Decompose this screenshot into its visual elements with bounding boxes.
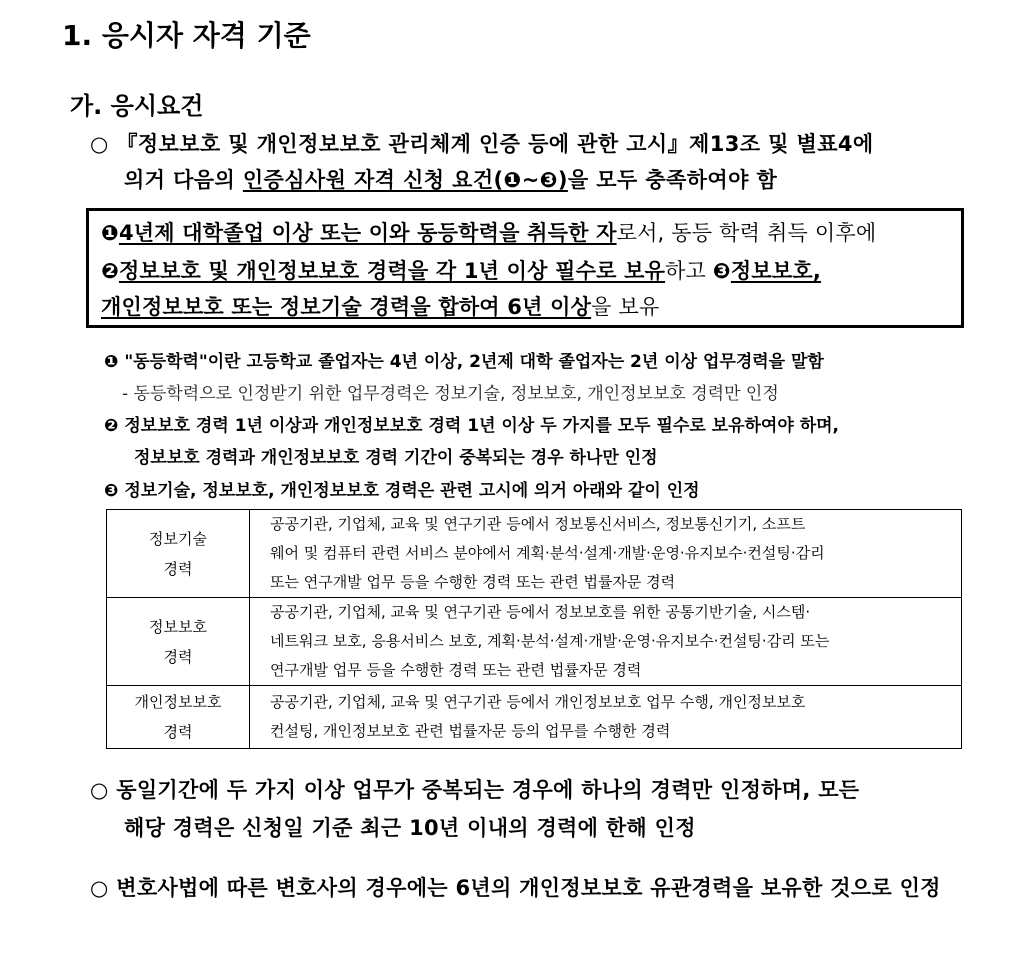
table-category-cell	[107, 598, 250, 686]
box-l1-underlined: 4년제 대학졸업 이상 또는 이와 동등학력을 취득한 자	[118, 221, 617, 245]
table-row	[107, 510, 962, 598]
circle-bullet: ○	[90, 876, 109, 900]
table-category-cell	[107, 686, 250, 749]
category-label: 경력	[163, 723, 193, 741]
intro-text-2-underlined: 인증심사원 자격 신청 요건(❶~❸)	[242, 168, 568, 192]
box-l2-mid: 하고	[665, 259, 713, 283]
note-2-text-1: 정보보호 경력 1년 이상과 개인정보보호 경력 1년 이상 두 가지를 모두 필수로 보유하여야 하며,	[124, 416, 839, 436]
box-l3-underlined: 개인정보보호 또는 정보기술 경력을 합하여 6년 이상	[101, 295, 592, 319]
description-line: 공공기관, 기업체, 교육 및 연구기관 등에서 정보보호를 위한 공통기반기술, 시스템·	[270, 603, 811, 621]
box-line-2	[101, 255, 821, 285]
table-category-cell	[107, 510, 250, 598]
note-2-mark: ❷	[104, 416, 119, 436]
intro-text-1: 『정보보호 및 개인정보보호 관리체계 인증 등에 관한 고시』제13조 및 별표4에	[116, 132, 874, 156]
description-line: 또는 연구개발 업무 등을 수행한 경력 또는 관련 법률자문 경력	[270, 573, 676, 591]
description-line: 공공기관, 기업체, 교육 및 연구기관 등에서 정보통신서비스, 정보통신기기, 소프트	[270, 515, 806, 533]
description-line: 연구개발 업무 등을 수행한 경력 또는 관련 법률자문 경력	[270, 661, 642, 679]
box-l2-underlined-2: 정보보호,	[730, 259, 822, 283]
box-l2-underlined: 정보보호 및 개인정보보호 경력을 각 1년 이상 필수로 보유	[118, 259, 666, 283]
table-description-cell	[250, 510, 962, 598]
category-label: 경력	[163, 559, 193, 578]
box-line-3	[101, 291, 659, 321]
table-description-cell	[250, 598, 962, 686]
paragraph-1-line-1	[90, 774, 859, 804]
description-line: 웨어 및 컴퓨터 관련 서비스 분야에서 계획·분석·설계·개발·운영·유지보수·컨설팅·감리	[270, 544, 825, 562]
description-line: 공공기관, 기업체, 교육 및 연구기관 등에서 개인정보보호 업무 수행, 개인정보보호	[270, 693, 806, 711]
note-1-mark: ❶	[104, 352, 119, 372]
intro-line-2	[124, 164, 777, 194]
subsection-heading: 가. 응시요건	[70, 92, 204, 120]
career-table	[106, 509, 962, 749]
circle-bullet: ○	[90, 778, 109, 802]
mark-2: ❷	[101, 259, 119, 283]
description-line: 컨설팅, 개인정보보호 관련 법률자문 등의 업무를 수행한 경력	[270, 722, 671, 740]
intro-text-2a: 의거 다음의	[124, 168, 243, 192]
box-l3-rest: 을 보유	[591, 295, 660, 319]
intro-line-1	[90, 128, 874, 158]
requirement-box	[86, 208, 964, 328]
note-3-mark: ❸	[104, 481, 119, 501]
section-heading: 1. 응시자 자격 기준	[62, 19, 311, 52]
note-3	[104, 476, 700, 501]
table-description-cell	[250, 686, 962, 749]
note-3-text: 정보기술, 정보보호, 개인정보보호 경력은 관련 고시에 의거 아래와 같이 인정	[124, 481, 700, 501]
note-1-text: "동등학력"이란 고등학교 졸업자는 4년 이상, 2년제 대학 졸업자는 2년 이상 업무경력을 말함	[124, 352, 824, 372]
category-label: 정보기술	[149, 529, 207, 548]
category-label: 개인정보보호	[134, 693, 222, 711]
paragraph-1-line-2: 해당 경력은 신청일 기준 최근 10년 이내의 경력에 한해 인정	[124, 816, 696, 840]
circle-bullet: ○	[90, 132, 109, 156]
box-line-1	[101, 217, 876, 247]
category-label: 정보보호	[149, 617, 207, 636]
mark-1: ❶	[101, 221, 119, 245]
mark-3: ❸	[712, 259, 731, 283]
note-2-line-1	[104, 411, 839, 436]
category-label: 경력	[163, 647, 193, 666]
intro-text-2b: 을 모두 충족하여야 함	[567, 168, 778, 192]
note-2-line-2: 정보보호 경력과 개인정보보호 경력 기간이 중복되는 경우 하나만 인정	[134, 448, 658, 468]
note-1-sub: - 동등학력으로 인정받기 위한 업무경력은 정보기술, 정보보호, 개인정보보호 경력만 인정	[122, 384, 779, 404]
paragraph-2	[90, 872, 941, 902]
paragraph-2-text: 변호사법에 따른 변호사의 경우에는 6년의 개인정보보호 유관경력을 보유한 것으로 인정	[116, 876, 941, 900]
note-1	[104, 347, 824, 372]
description-line: 네트워크 보호, 응용서비스 보호, 계획·분석·설계·개발·운영·유지보수·컨설팅·감리 또는	[270, 632, 830, 650]
table-row	[107, 686, 962, 749]
box-l1-rest: 로서, 동등 학력 취득 이후에	[616, 221, 877, 245]
table-row	[107, 598, 962, 686]
paragraph-1-text-1: 동일기간에 두 가지 이상 업무가 중복되는 경우에 하나의 경력만 인정하며, 모든	[116, 778, 860, 802]
